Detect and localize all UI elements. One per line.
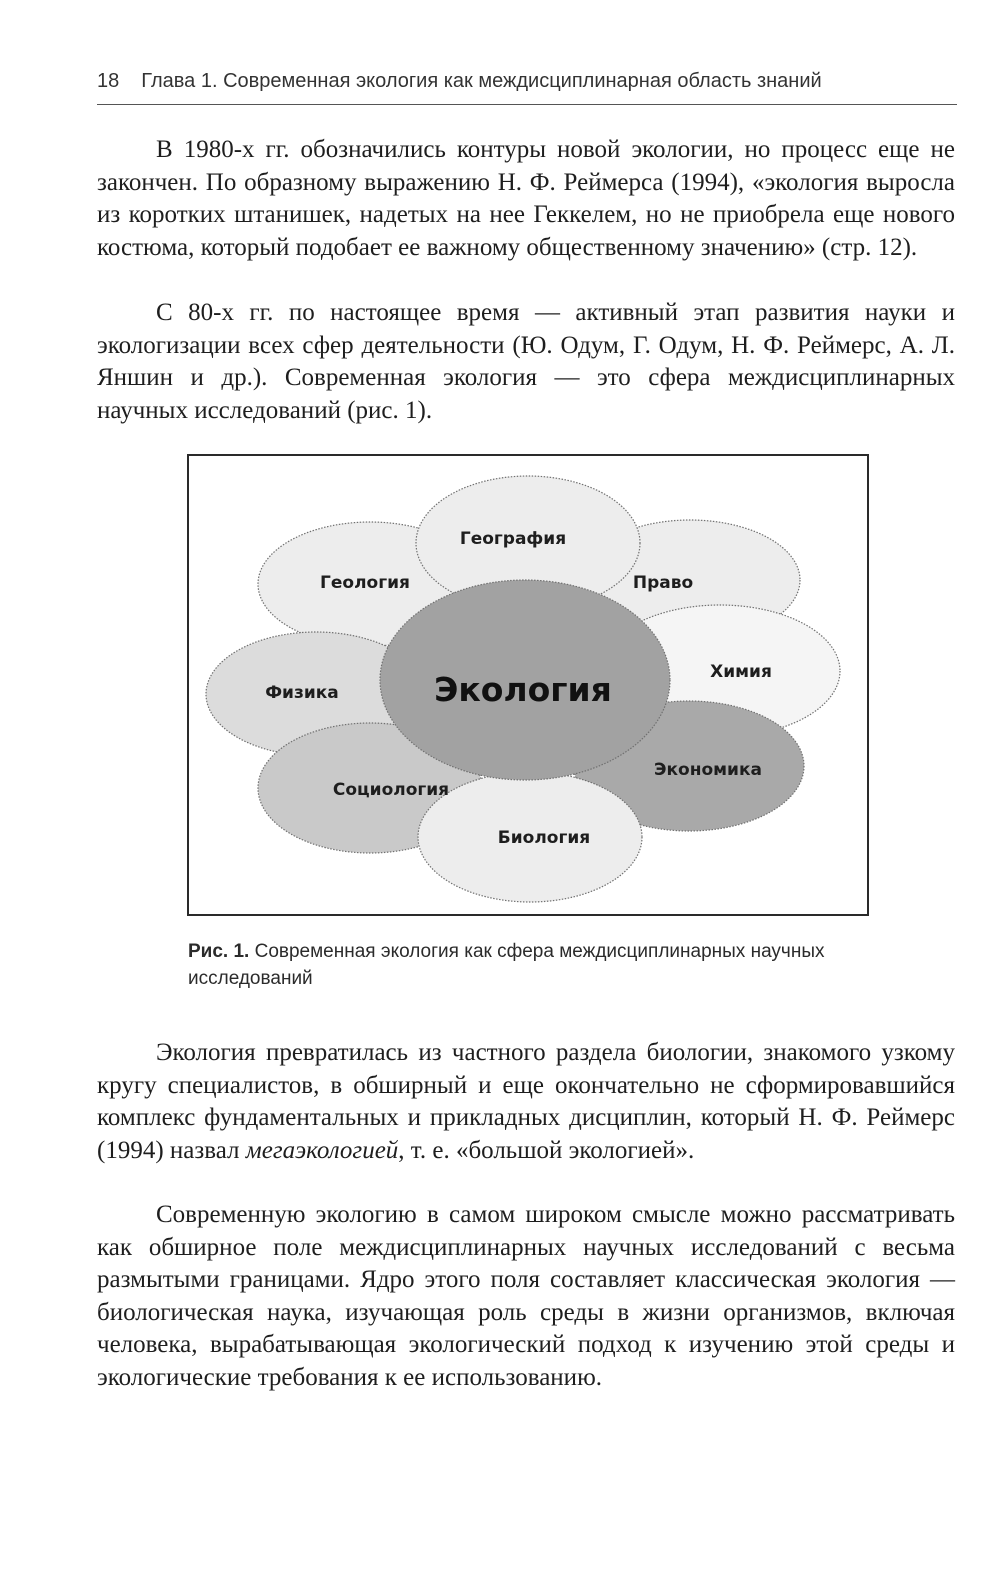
caption-label: Рис. 1. bbox=[188, 941, 250, 962]
label-chemistry: Химия bbox=[710, 662, 772, 682]
paragraph-3-text: Экология превратилась из частного раздела биологии, знакомого узкому кругу специалистов, в обширный и еще окончательно не сформировавшийся комплекс фундаментальных и прикладных дисциплин, который Н. Ф. Реймерс (1994) назвал bbox=[97, 1039, 955, 1164]
label-economics: Экономика bbox=[654, 760, 762, 780]
label-law: Право bbox=[632, 573, 694, 593]
paragraph-1: В 1980-х гг. обозначились контуры новой экологии, но процесс еще не закончен. По образному выражению Н. Ф. Реймерса (1994), «экология выросла из коротких штанишек, надетых на нее Геккелем, но не приобрела еще нового костюма, который подобает ее важному общественному значению» (стр. 12). bbox=[97, 136, 955, 261]
page-number: 18 bbox=[97, 70, 120, 92]
diagram bbox=[189, 456, 871, 918]
label-sociology: Социология bbox=[332, 780, 450, 800]
label-ecology-center: Экология bbox=[434, 670, 612, 709]
term-megaecology: мегаэкологией bbox=[245, 1136, 399, 1164]
figure-caption bbox=[188, 938, 888, 992]
label-geology: Геология bbox=[320, 573, 410, 593]
running-header bbox=[97, 70, 957, 93]
paragraph-2: С 80-х гг. по настоящее время — активный этап развития науки и экологизации всех сфер деятельности (Ю. Одум, Г. Одум, Н. Ф. Реймерс, А. Л. Яншин и др.). Современная экология — это сфера междисциплинарных научных исследований (рис. 1). bbox=[97, 299, 955, 424]
label-physics: Физика bbox=[265, 683, 339, 703]
figure-1 bbox=[187, 454, 869, 916]
caption-text: Современная экология как сфера междисциплинарных научных исследований bbox=[188, 941, 825, 989]
paragraph-3-tail: , т. е. «большой экологией». bbox=[398, 1136, 695, 1164]
running-title: Глава 1. Современная экология как междисциплинарная область знаний bbox=[141, 70, 822, 92]
header-rule bbox=[97, 104, 957, 105]
paragraph-3 bbox=[97, 1037, 955, 1167]
label-biology: Биология bbox=[497, 828, 591, 848]
paragraph-4: Современную экологию в самом широком смысле можно рассматривать как обширное поле междисциплинарных научных исследований с весьма размытыми границами. Ядро этого поля составляет классическая экология — биологическая наука, изучающая роль среды в жизни организмов, включая человека, вырабатывающая экологический подход к изучению этой среды и экологические требования к ее использованию. bbox=[97, 1201, 955, 1391]
label-geography: География bbox=[459, 529, 567, 549]
